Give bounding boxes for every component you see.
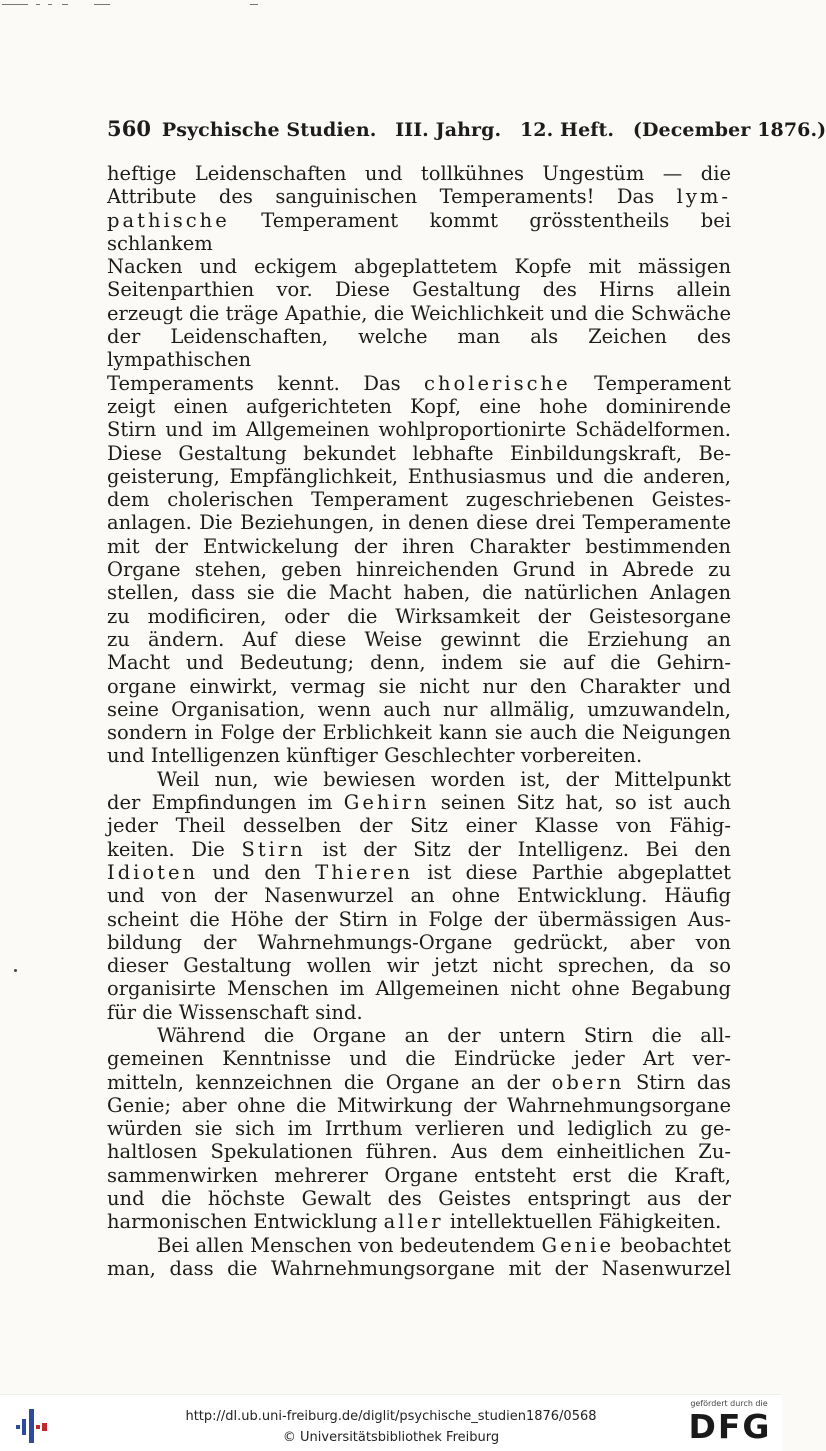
text-line: für die Wissenschaft sind.: [107, 1000, 363, 1024]
text-line: Stirn und im Allgemeinen wohlproportionirte Schädelformen.: [107, 418, 731, 442]
text-line: würden sie sich im Irrthum verlieren und lediglich zu ge-: [107, 1117, 731, 1141]
body-text: [107, 162, 731, 1280]
spaced-emphasis: cholerische: [424, 371, 571, 395]
journal-title: Psychische Studien.: [161, 119, 377, 141]
spaced-emphasis: Idioten: [107, 860, 199, 884]
text-line: Temperaments kennt. Das cholerische Temperament: [107, 371, 731, 395]
text-line: Bei allen Menschen von bedeutendem Genie beobachtet: [157, 1233, 731, 1257]
text-line: dem cholerischen Temperament zugeschriebenen Geistes-: [107, 488, 731, 512]
text-line: Während die Organe an der untern Stirn die all-: [157, 1023, 731, 1047]
issue-date: (December 1876.): [632, 119, 826, 141]
text-line: und die höchste Gewalt des Geistes entspringt aus der: [107, 1187, 731, 1211]
text-line: erzeugt die träge Apathie, die Weichlichkeit und die Schwäche: [107, 301, 731, 325]
dfg-logo: DFG: [688, 1407, 772, 1446]
text-line: Nacken und eckigem abgeplattetem Kopfe mit mässigen: [107, 255, 731, 279]
text-line: Diese Gestaltung bekundet lebhafte Einbildungskraft, Be-: [107, 441, 731, 465]
source-url-link[interactable]: http://dl.ub.uni-freiburg.de/diglit/psychische_studien1876/0568: [185, 1409, 597, 1424]
text-line: pathische Temperament kommt grösstentheils bei schlankem: [107, 208, 731, 255]
page-number: 560: [107, 116, 152, 141]
text-line: haltlosen Spekulationen führen. Aus dem einheitlichen Zu-: [107, 1140, 731, 1164]
text-line: geisterung, Empfänglichkeit, Enthusiasmus und die anderen,: [107, 464, 731, 488]
text-line: sondern in Folge der Erblichkeit kann sie auch die Neigungen: [107, 721, 731, 745]
text-line: Macht und Bedeutung; denn, indem sie auf die Gehirn-: [107, 651, 731, 675]
text-line: organisirte Menschen im Allgemeinen nicht ohne Begabung: [107, 977, 731, 1001]
text-line: organe einwirkt, vermag sie nicht nur den Charakter und: [107, 674, 731, 698]
text-line: anlagen. Die Beziehungen, in denen diese drei Temperamente: [107, 511, 731, 535]
text-line: scheint die Höhe der Stirn in Folge der übermässigen Aus-: [107, 907, 731, 931]
text-line: stellen, dass sie die Macht haben, die natürlichen Anlagen: [107, 581, 731, 605]
text-line: Attribute des sanguinischen Temperaments! Das lym-: [107, 185, 731, 209]
text-line: Weil nun, wie bewiesen worden ist, der Mittelpunkt: [157, 767, 731, 791]
scan-speck: [14, 969, 17, 972]
text-line: keiten. Die Stirn ist der Sitz der Intelligenz. Bei den: [107, 837, 731, 861]
spaced-emphasis: lym-: [676, 185, 731, 209]
text-line: Seitenparthien vor. Diese Gestaltung des Hirns allein: [107, 278, 731, 302]
spaced-emphasis: Stirn: [241, 837, 306, 861]
spaced-emphasis: Gehirn: [343, 791, 430, 815]
spaced-emphasis: aller: [383, 1210, 444, 1234]
text-line: und Intelligenzen künftiger Geschlechter vorbereiten.: [107, 744, 643, 768]
text-line: bildung der Wahrnehmungs-Organe gedrückt, aber von: [107, 930, 731, 954]
text-line: sammenwirken mehrerer Organe entsteht erst die Kraft,: [107, 1163, 731, 1187]
text-line: seine Organisation, wenn auch nur allmälig, umzuwandeln,: [107, 697, 731, 721]
text-line: und von der Nasenwurzel an ohne Entwicklung. Häufig: [107, 884, 731, 908]
text-line: der Leidenschaften, welche man als Zeichen des lympathischen: [107, 325, 731, 372]
text-line: harmonischen Entwicklung aller intellektuellen Fähigkeiten.: [107, 1210, 722, 1234]
text-line: heftige Leidenschaften und tollkühnes Ungestüm — die: [107, 162, 731, 185]
issue: 12. Heft.: [519, 119, 615, 141]
text-line: zu ändern. Auf diese Weise gewinnt die Erziehung an: [107, 627, 731, 651]
dfg-tagline: gefördert durch die: [690, 1399, 768, 1408]
text-line: zu modificiren, oder die Wirksamkeit der Geistesorgane: [107, 604, 731, 628]
text-line: zeigt einen aufgerichteten Kopf, eine hohe dominirende: [107, 394, 731, 418]
running-header: [107, 116, 826, 141]
text-line: Genie; aber ohne die Mitwirkung der Wahrnehmungsorgane: [107, 1093, 731, 1117]
footer-bar: [0, 1394, 782, 1451]
text-line: Idioten und den Thieren ist diese Parthie abgeplattet: [107, 860, 731, 884]
text-line: dieser Gestaltung wollen wir jetzt nicht sprechen, da so: [107, 954, 731, 978]
text-line: mit der Entwickelung der ihren Charakter bestimmenden: [107, 534, 731, 558]
spaced-emphasis: pathische: [107, 208, 230, 232]
spaced-emphasis: Thieren: [315, 860, 413, 884]
text-line: mitteln, kennzeichnen die Organe an der obern Stirn das: [107, 1070, 731, 1094]
volume: III. Jahrg.: [395, 119, 502, 141]
text-line: man, dass die Wahrnehmungsorgane mit der Nasenwurzel: [107, 1256, 731, 1280]
copyright-notice: © Universitätsbibliothek Freiburg: [282, 1430, 500, 1445]
spaced-emphasis: Genie: [541, 1233, 614, 1257]
text-line: Organe stehen, geben hinreichenden Grund in Abrede zu: [107, 558, 731, 582]
spaced-emphasis: obern: [551, 1070, 625, 1094]
text-line: jeder Theil desselben der Sitz einer Klasse von Fähig-: [107, 814, 731, 838]
scan-artifacts: [2, 0, 302, 10]
text-line: gemeinen Kenntnisse und die Eindrücke jeder Art ver-: [107, 1047, 731, 1071]
text-line: der Empfindungen im Gehirn seinen Sitz hat, so ist auch: [107, 791, 731, 815]
